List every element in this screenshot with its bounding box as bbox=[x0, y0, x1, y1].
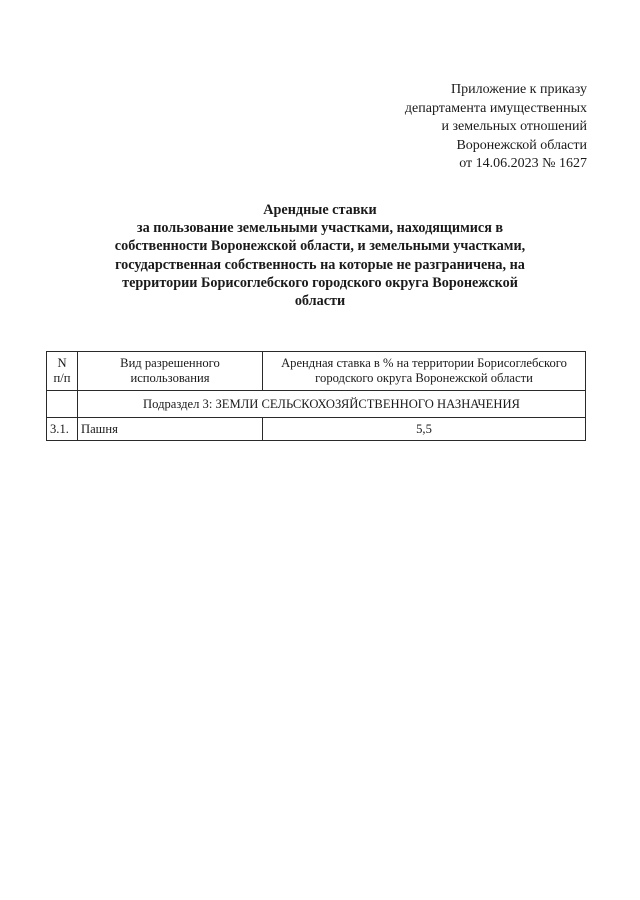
header-rate-line2: городского округа Воронежской области bbox=[315, 371, 533, 385]
header-use-line1: Вид разрешенного bbox=[120, 356, 220, 370]
header-number-line2: п/п bbox=[53, 371, 71, 385]
subsection-row bbox=[47, 391, 586, 418]
appendix-note bbox=[405, 81, 587, 174]
table-header-row bbox=[47, 352, 586, 391]
appendix-line: Приложение к приказу bbox=[451, 82, 587, 97]
header-number-line1: N bbox=[57, 356, 67, 370]
appendix-line: и земельных отношений bbox=[441, 119, 587, 134]
table-row bbox=[47, 418, 586, 441]
appendix-line: от 14.06.2023 № 1627 bbox=[459, 156, 587, 171]
header-use-line2: использования bbox=[130, 371, 210, 385]
title-line: собственности Воронежской области, и земельными участками, bbox=[114, 238, 526, 255]
appendix-line: департамента имущественных bbox=[404, 100, 587, 116]
title-line: государственная собственность на которые не разграничена, на bbox=[115, 256, 525, 273]
subsection-empty-cell bbox=[47, 391, 78, 418]
header-rate-line1: Арендная ставка в % на территории Борисоглебского bbox=[281, 356, 567, 370]
row-rate: 5,5 bbox=[263, 418, 586, 441]
title-line: за пользование земельными участками, находящимися в bbox=[136, 220, 504, 237]
header-rate bbox=[263, 352, 586, 391]
title-line: области bbox=[294, 293, 346, 310]
title-line: Арендные ставки bbox=[263, 202, 377, 218]
title-line: территории Борисоглебского городского округа Воронежской bbox=[122, 274, 518, 291]
rates-table bbox=[46, 351, 586, 441]
appendix-line: Воронежской области bbox=[456, 137, 587, 153]
row-use-type: Пашня bbox=[78, 418, 263, 441]
subsection-title: Подраздел 3: ЗЕМЛИ СЕЛЬСКОХОЗЯЙСТВЕННОГО НАЗНАЧЕНИЯ bbox=[78, 391, 586, 418]
row-number: 3.1. bbox=[47, 418, 78, 441]
header-number bbox=[47, 352, 78, 391]
header-use-type bbox=[78, 352, 263, 391]
document-title bbox=[80, 201, 560, 310]
